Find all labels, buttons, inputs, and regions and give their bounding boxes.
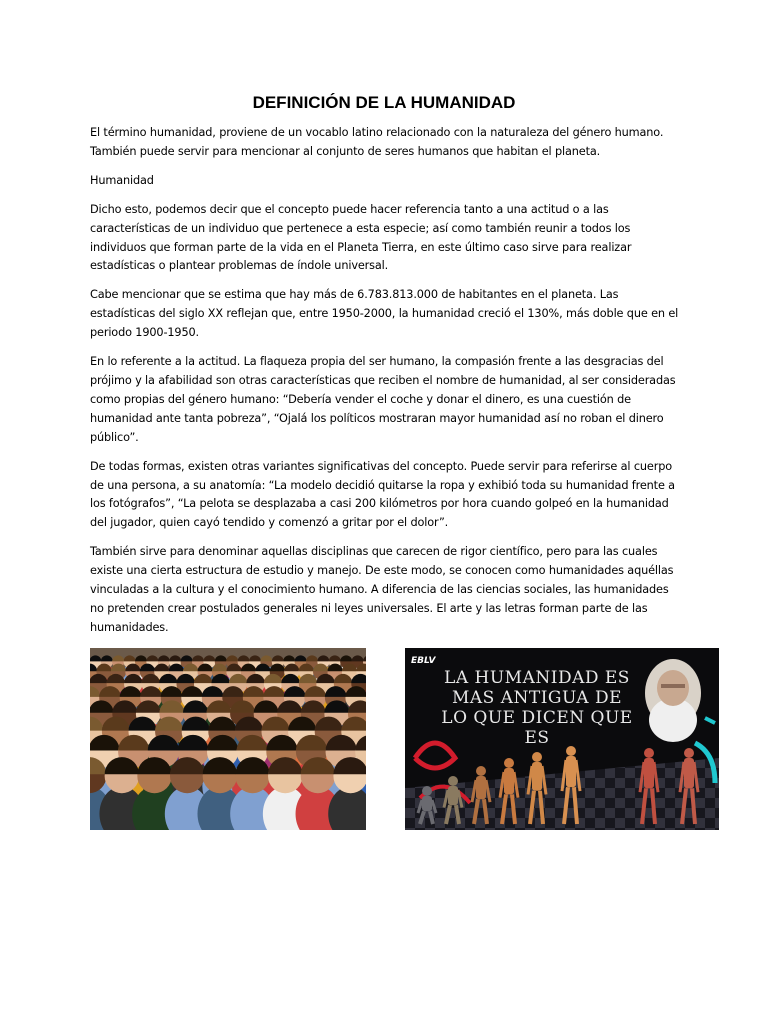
paragraph-statistics: Cabe mencionar que se estima que hay más de 6.783.813.000 de habitantes en el planeta. Las estadísticas del siglo XX reflejan que, entre 1950-2000, la humanidad creció el 130%, más doble que en el periodo 1900-1950. [90,288,679,340]
paragraph-humanities: También sirve para denominar aquellas disciplinas que carecen de rigor científico, pero para las cuales existe una cierta estructura de estudio y manejo. De este modo, se conocen como humanidades aquéllas vinculadas a la cultura y el conocimiento humano. A diferencia de las ciencias sociales, las humanidades no pretenden crear postulados generales ni leyes universales. El arte y las letras forman parte de las humanidades. [90,545,674,634]
paragraph-attitude: En lo referente a la actitud. La flaqueza propia del ser humano, la compasión frente a las desgracias del prójimo y la afabilidad son otras características que reciben el nombre de humanidad, al ser consideradas como propias del género humano: “Debería vender el coche y donar el dinero, es una cuestión de humanidad ante tanta pobreza”, “Ojalá los políticos mostraran mayor humanidad así no roban el dinero público”. [90,355,676,444]
paragraph-anatomy: De todas formas, existen otras variantes significativas del concepto. Puede servir para referirse al cuerpo de una persona, a su anatomía: “La modelo decidió quitarse la ropa y exhibió toda su humanidad frente a los fotógrafos”, “La pelota se desplazaba a casi 200 kilómetros por hora cuando golpeó en la humanidad del jugador, quien cayó tendido y comenzó a gritar por el dolor”. [90,459,675,530]
poster-headline: LA HUMANIDAD ES MAS ANTIGUA DE LO QUE DICEN QUE ES [441,668,633,748]
evolution-poster [405,648,719,830]
crowd-illustration [90,648,366,830]
paragraph-heading: Humanidad [90,173,154,187]
page-title: DEFINICIÓN DE LA HUMANIDAD [252,93,516,112]
paragraph-intro: El término humanidad, proviene de un vocablo latino relacionado con la naturaleza del género humano. También puede servir para mencionar al conjunto de seres humanos que habitan el planeta. [90,126,664,158]
crowd-photo [90,648,366,830]
poster-logo: EBLV [411,656,436,666]
paragraph-concept: Dicho esto, podemos decir que el concepto puede hacer referencia tanto a una actitud o a las características de un individuo que pertenece a esta especie; así como también reunir a todos los individuos que forman parte de la vida en el Planeta Tierra, en este último caso sirve para realizar estadísticas o plantear problemas de índole universal. [90,202,632,273]
document-body [90,124,680,648]
